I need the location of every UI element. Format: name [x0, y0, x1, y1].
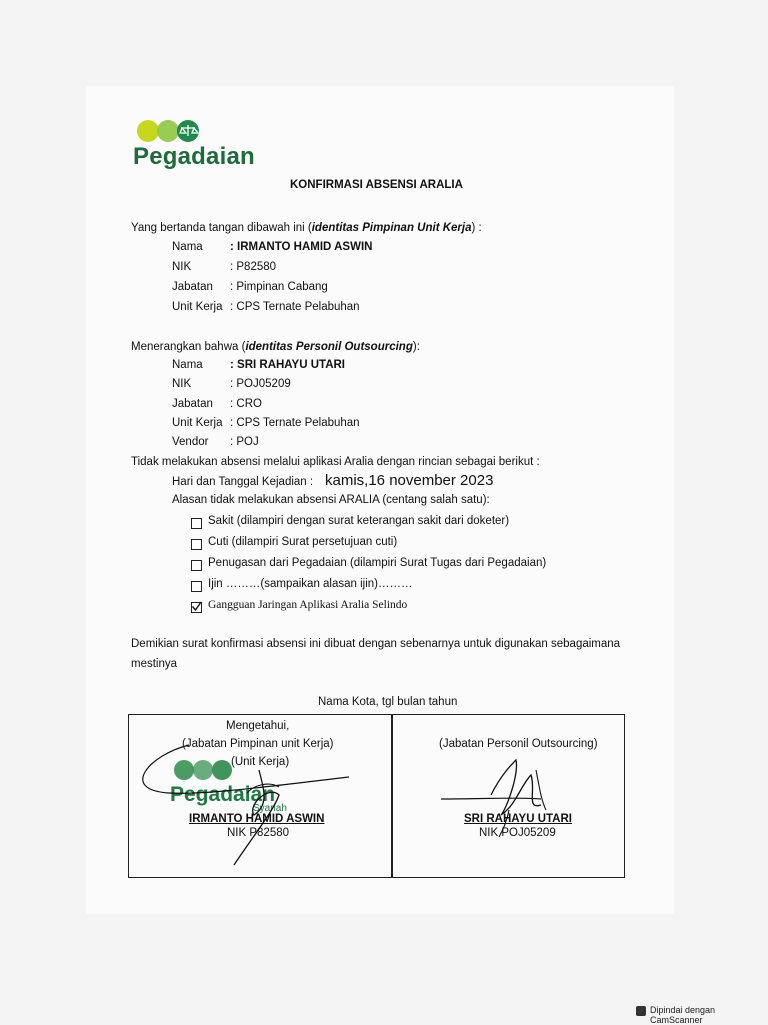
sign-left-unit: (Unit Kerja) [231, 756, 290, 768]
personnel-vendor-value: : POJ [230, 436, 259, 448]
camscanner-icon [636, 1006, 646, 1016]
intro-emphasis: identitas Pimpinan Unit Kerja [311, 222, 472, 234]
sign-right-role: (Jabatan Personil Outsourcing) [439, 738, 598, 750]
option-checkbox-cuti[interactable] [191, 539, 202, 550]
leader-jabatan-value: : Pimpinan Cabang [230, 281, 328, 293]
logo-text: Pegadaian [133, 143, 255, 170]
leader-nik-value: : P82580 [230, 261, 277, 273]
leader-unit-value: : CPS Ternate Pelabuhan [230, 301, 360, 313]
intro-prefix: Yang bertanda tangan dibawah ini ( [131, 222, 312, 234]
reason-prompt: Alasan tidak melakukan absensi ARALIA (centang salah satu): [172, 494, 490, 506]
sign-left-name: IRMANTO HAMID ASWIN [189, 813, 325, 825]
personnel-nik-label: NIK [172, 378, 192, 390]
option-label-gangguan: Gangguan Jaringan Aplikasi Aralia Selindo [208, 599, 408, 611]
signature-right-icon [391, 715, 621, 875]
leader-jabatan-label: Jabatan [172, 281, 213, 293]
option-checkbox-sakit[interactable] [191, 518, 202, 529]
personnel-unit-value: : CPS Ternate Pelabuhan [230, 417, 360, 429]
states-emphasis: identitas Personil Outsourcing [245, 341, 413, 353]
option-checkbox-penugasan[interactable] [191, 560, 202, 571]
sign-right-nik: NIK POJ05209 [479, 827, 556, 839]
personnel-name-label: Nama [172, 359, 203, 371]
personnel-jabatan-label: Jabatan [172, 398, 213, 410]
pegadaian-logo-icon [136, 118, 206, 146]
states-line [131, 341, 420, 353]
leader-unit-label: Unit Kerja [172, 301, 223, 313]
leader-nik-label: NIK [172, 261, 192, 273]
incident-value: kamis,16 november 2023 [325, 472, 494, 489]
option-checkbox-ijin[interactable] [191, 581, 202, 592]
scanner-footer: Dipindai dengan CamScanner [650, 1005, 716, 1025]
states-suffix: ): [412, 341, 420, 353]
checkmark-icon [191, 601, 202, 612]
document-title: KONFIRMASI ABSENSI ARALIA [290, 179, 463, 191]
option-label-penugasan: Penugasan dari Pegadaian (dilampiri Surat Tugas dari Pegadaian) [208, 557, 547, 569]
intro-suffix: ) : [471, 222, 482, 234]
personnel-jabatan-value: : CRO [230, 398, 262, 410]
sign-left-mengetahui: Mengetahui, [226, 720, 290, 732]
signature-left-icon [129, 715, 391, 875]
leader-name-label: Nama [172, 241, 203, 253]
option-label-ijin: Ijin ………(sampaikan alasan ijin)……… [208, 578, 413, 590]
personnel-unit-label: Unit Kerja [172, 417, 223, 429]
signature-box [128, 714, 625, 878]
notice-line: Tidak melakukan absensi melalui aplikasi Aralia dengan rincian sebagai berikut : [131, 456, 540, 468]
closing-line-2: mestinya [131, 658, 178, 670]
option-checkbox-gangguan[interactable] [191, 602, 202, 613]
states-prefix: Menerangkan bahwa ( [131, 341, 246, 353]
sign-left-nik: NIK P82580 [227, 827, 290, 839]
personnel-vendor-label: Vendor [172, 436, 209, 448]
sign-right-name: SRI RAHAYU UTARI [464, 813, 572, 825]
option-label-cuti: Cuti (dilampiri Surat persetujuan cuti) [208, 536, 398, 548]
sign-left-role: (Jabatan Pimpinan unit Kerja) [182, 738, 334, 750]
leader-name-value: : IRMANTO HAMID ASWIN [230, 241, 373, 253]
personnel-name-value: : SRI RAHAYU UTARI [230, 359, 346, 371]
incident-label: Hari dan Tanggal Kejadian : [172, 476, 314, 488]
intro-line [131, 222, 482, 234]
personnel-nik-value: : POJ05209 [230, 378, 291, 390]
option-label-sakit: Sakit (dilampiri dengan surat keterangan sakit dari doketer) [208, 515, 510, 527]
place-date: Nama Kota, tgl bulan tahun [318, 696, 458, 708]
stamp-subtext: Syariah [253, 803, 287, 814]
stamp-text: Pegadaian [170, 783, 276, 806]
closing-line-1: Demikian surat konfirmasi absensi ini dibuat dengan sebenarnya untuk digunakan sebagaimana [131, 638, 621, 650]
